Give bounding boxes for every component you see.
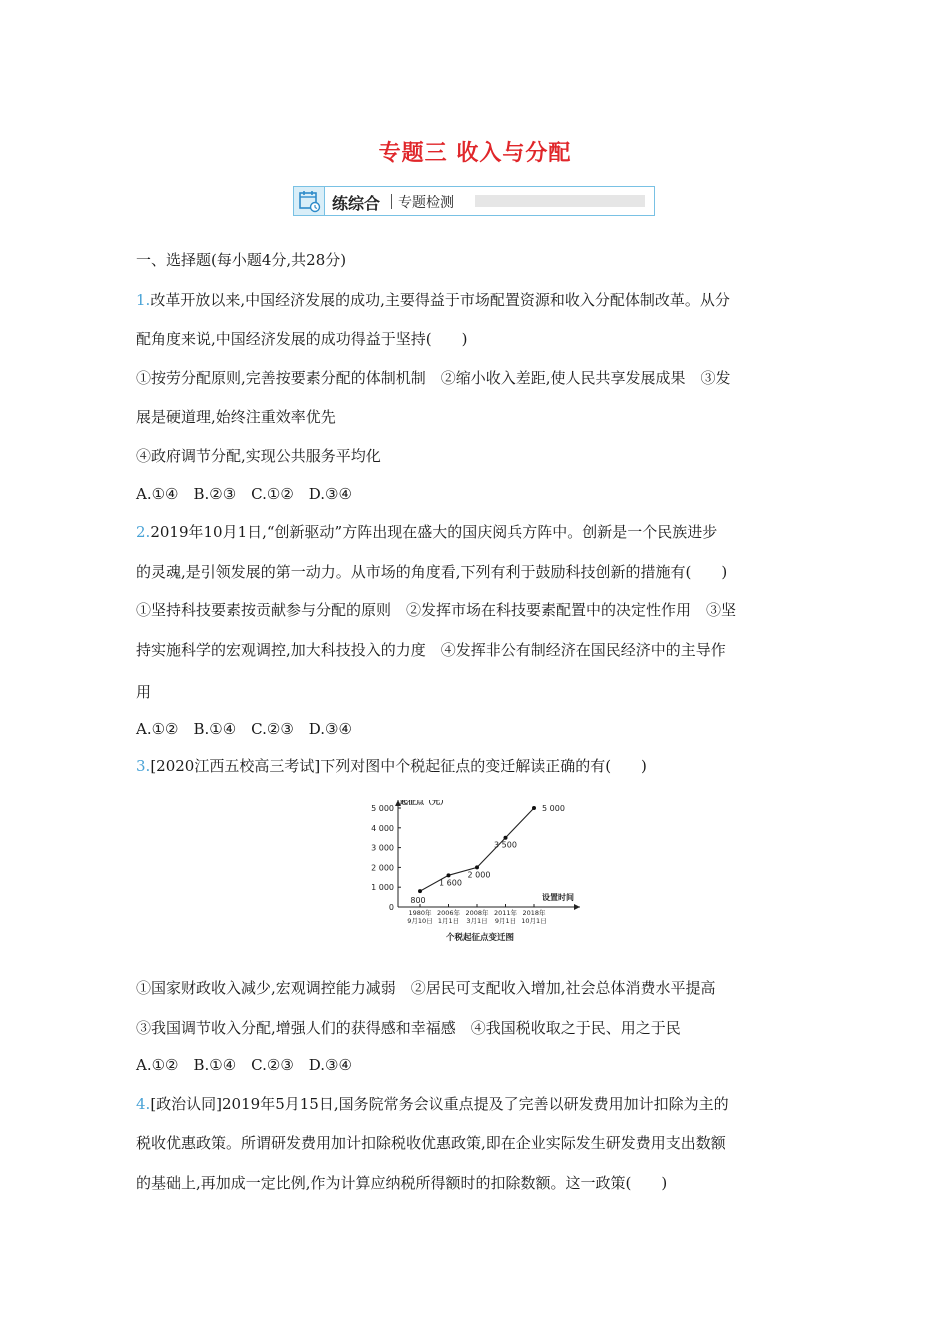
question-text: 2019年10月1日,“创新驱动”方阵出现在盛大的国庆阅兵方阵中。创新是一个民族进步 xyxy=(150,523,718,541)
banner-main-label: 练综合 xyxy=(332,194,381,213)
question-3-line-1 xyxy=(136,756,647,776)
x-tick-label: 2011年 xyxy=(493,909,518,917)
question-number: 2. xyxy=(136,523,151,541)
y-tick-label: 5 000 xyxy=(371,804,394,813)
question-text: [2020江西五校高三考试]下列对图中个税起征点的变迁解读正确的有( ) xyxy=(150,757,647,775)
x-tick-label: 9月10日 xyxy=(407,917,433,925)
question-2-line-1 xyxy=(136,522,717,542)
data-label: 2 000 xyxy=(467,870,491,880)
data-point xyxy=(447,873,451,877)
y-tick-label: 4 000 xyxy=(371,823,394,833)
question-3-answers: A.①② B.①④ C.②③ D.③④ xyxy=(136,1056,352,1074)
question-4-line-1 xyxy=(136,1094,729,1114)
question-3-line-2: ①国家财政收入减少,宏观调控能力减弱 ②居民可支配收入增加,社会总体消费水平提高 xyxy=(136,979,716,997)
tax-threshold-chart xyxy=(360,800,600,954)
data-point xyxy=(418,889,422,893)
question-4-line-2: 税收优惠政策。所谓研发费用加计扣除税收优惠政策,即在企业实际发生研发费用支出数额 xyxy=(136,1134,726,1152)
question-number: 3. xyxy=(136,757,151,775)
x-tick-label: 3月1日 xyxy=(466,917,488,925)
banner-divider xyxy=(391,194,392,209)
data-label: 5 000 xyxy=(542,804,565,813)
question-1-line-3: ①按劳分配原则,完善按要素分配的体制机制 ②缩小收入差距,使人民共享发展成果 ③发 xyxy=(136,369,731,387)
data-label: 3 500 xyxy=(494,840,517,850)
x-tick-label: 2018年 xyxy=(522,909,546,917)
data-label: 1 600 xyxy=(439,878,462,888)
x-axis-arrow xyxy=(574,904,580,910)
question-2-line-5: 用 xyxy=(136,683,152,701)
x-tick-label: 2006年 xyxy=(436,909,461,917)
question-1-answers: A.①④ B.②③ C.①② D.③④ xyxy=(136,485,352,503)
question-1-line-2: 配角度来说,中国经济发展的成功得益于坚持( ) xyxy=(136,330,468,348)
x-axis-label: 设置时间 xyxy=(542,893,574,902)
x-tick-label: 1月1日 xyxy=(437,917,460,925)
data-point xyxy=(532,806,536,810)
y-tick-label: 1 000 xyxy=(371,883,394,893)
question-2-line-4: 持实施科学的宏观调控,加大科技投入的力度 ④发挥非公有制经济在国民经济中的主导作 xyxy=(136,641,726,659)
data-label: 800 xyxy=(410,896,426,906)
section-heading: 一、选择题(每小题4分,共28分) xyxy=(136,251,347,269)
y-tick-label: 0 xyxy=(388,903,394,912)
question-number: 4. xyxy=(136,1095,151,1113)
question-2-line-2: 的灵魂,是引领发展的第一动力。从市场的角度看,下列有利于鼓励科技创新的措施有( ) xyxy=(136,563,728,581)
question-4-line-3: 的基础上,再加成一定比例,作为计算应纳税所得额时的扣除数额。这一政策( ) xyxy=(136,1174,668,1192)
x-tick-label: 1980年 xyxy=(408,909,432,917)
y-axis-label: 起征点（元） xyxy=(400,800,448,806)
question-2-line-3: ①坚持科技要素按贡献参与分配的原则 ②发挥市场在科技要素配置中的决定性作用 ③坚 xyxy=(136,601,737,619)
banner-sub-label: 专题检测 xyxy=(398,195,454,211)
question-text: 改革开放以来,中国经济发展的成功,主要得益于市场配置资源和收入分配体制改革。从分 xyxy=(150,291,730,309)
chart-title: 个税起征点变迁图 xyxy=(445,933,515,943)
data-point xyxy=(504,836,508,840)
calendar-icon xyxy=(294,187,325,215)
x-tick-label: 9月1日 xyxy=(494,917,517,925)
x-tick-label: 2008年 xyxy=(465,909,489,917)
question-text: [政治认同]2019年5月15日,国务院常务会议重点提及了完善以研发费用加计扣除为主的 xyxy=(150,1095,729,1113)
y-tick-label: 3 000 xyxy=(371,843,394,853)
question-1-line-1 xyxy=(136,290,730,310)
banner-decor-bar xyxy=(475,195,645,207)
page-title: 专题三 收入与分配 xyxy=(378,141,572,166)
y-tick-label: 2 000 xyxy=(371,863,394,873)
question-1-line-5: ④政府调节分配,实现公共服务平均化 xyxy=(136,447,381,465)
question-2-answers: A.①② B.①④ C.②③ D.③④ xyxy=(136,720,352,738)
question-3-line-3: ③我国调节收入分配,增强人们的获得感和幸福感 ④我国税收取之于民、用之于民 xyxy=(136,1019,681,1037)
question-number: 1. xyxy=(136,291,151,309)
x-tick-label: 10月1日 xyxy=(521,917,547,925)
section-banner xyxy=(293,186,655,216)
data-point xyxy=(475,865,479,869)
question-1-line-4: 展是硬道理,始终注重效率优先 xyxy=(136,408,336,426)
